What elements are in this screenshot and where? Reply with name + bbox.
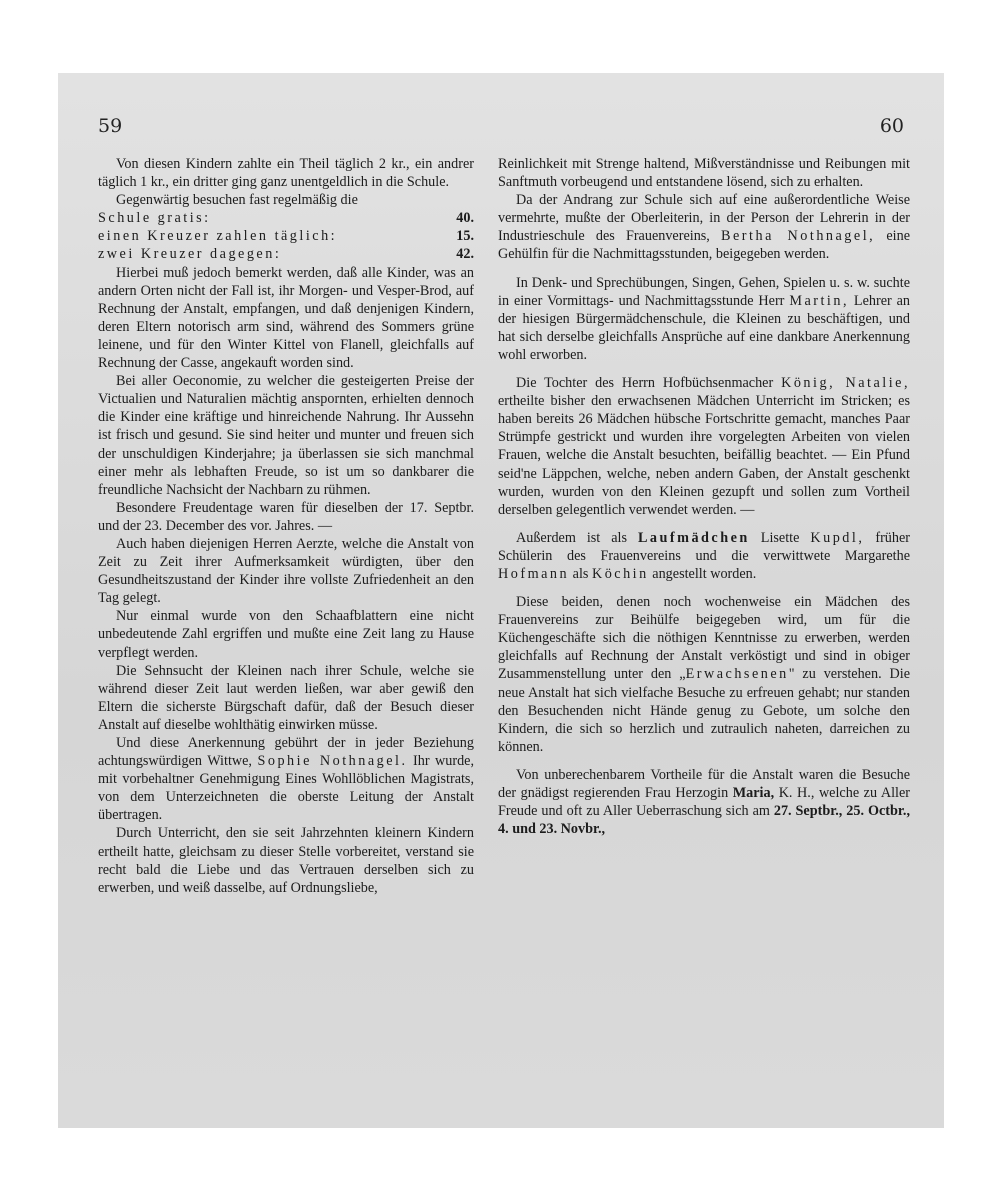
- visit-dates: 27. Septbr., 25. Octbr., 4. und 23. Novbr.,: [498, 803, 910, 838]
- paragraph: Die Sehnsucht der Kleinen nach ihrer Schule, welche sie während dieser Zeit laut werden ließen, war aber gewiß den Eltern die sicherste Bürgschaft dafür, daß der Besuch dieser Anstalt auf dieselbe wohlthätig einwirken müsse.: [98, 662, 474, 733]
- person-name: Bertha Nothnagel,: [721, 228, 876, 245]
- row-value: 42.: [456, 246, 474, 263]
- paragraph: Gegenwärtig besuchen fast regelmäßig die: [116, 192, 358, 209]
- row-value: 40.: [456, 210, 474, 227]
- scanned-book-spread: [58, 73, 944, 1128]
- paragraph: Hierbei muß jedoch bemerkt werden, daß alle Kinder, was an andern Orten nicht der Fall ist, ihr Morgen- und Vesper-Brod, auf Rechnung der Anstalt, empfangen, und daß denjenigen Kindern, deren Eltern notorisch arm sind, während des Sommers grüne leinene, und für den Winter Kittel von Flanell, gleichfalls auf Rechnung der Casse, angekauft worden sind.: [98, 264, 474, 372]
- paragraph: Besondere Freudentage waren für dieselben der 17. Septbr. und der 23. December des vor. Jahres. —: [98, 499, 474, 534]
- term: Erwachsenen: [685, 666, 789, 683]
- text-run: ertheilte bisher den erwachsenen Mädchen Unterricht im Stricken; es haben bereits 26 Mädchen hübsche Fortschritte gemacht, manches Paar Strümpfe gestrickt und wurden ihre vorgelegten Arbeiten von vielen Frauen, welche die Anstalt besuchten, beifällig beachtet. — Ein Pfund seid'ne Läppchen, welche, neben andern Gaben, der Anstalt geschenkt wurden, wurden von den Kleinen gezupft und sollen zum Vortheil derselben gelegentlich verwendet werden. —: [498, 393, 910, 518]
- paragraph: Reinlichkeit mit Strenge haltend, Mißverständnisse und Reibungen mit Sanftmuth vorbeugend und entstandene lösend, sich zu erhalten.: [498, 156, 910, 191]
- text-run: Und diese Anerkennung gebührt der in jeder Beziehung achtungswürdigen Wittwe,: [98, 735, 474, 770]
- row-value: 15.: [456, 228, 474, 245]
- paragraph: Von diesen Kindern zahlte ein Theil täglich 2 kr., ein andrer täglich 1 kr., ein dritter ging ganz unentgeldlich in die Schule.: [98, 156, 474, 191]
- paragraph: [498, 374, 910, 519]
- attendance-row: [98, 227, 474, 245]
- text-run: Diese beiden, denen noch wochenweise ein Mädchen des Frauenvereins zur Beihülfe beigegeben wird, um für die Küchengeschäfte sich die nöthigen Kenntnisse zu erwerben, werden gleichfalls auf Rechnung der Anstalt verköstigt und sind in obiger Zusammenstellung unter den „: [498, 594, 910, 683]
- text-run: " zu verstehen. Die neue Anstalt hat sich vielfache Besuche zu erfreuen gehabt; nur standen den Besuchenden nicht Hände genug zu Gebote, um solche den Kindern, die sich so herzlich und zutraulich naheten, darreichen zu können.: [498, 666, 910, 755]
- text-run: In Denk- und Sprechübungen, Singen, Gehen, Spielen u. s. w. suchte in einer Vormittags- und Nachmittagsstunde Herr: [498, 274, 910, 309]
- attendance-row: [98, 245, 474, 263]
- paragraph: [498, 766, 910, 838]
- paragraph: Bei aller Oeconomie, zu welcher die gesteigerten Preise der Victualien und Naturalien mächtig anspornten, erhielten dennoch die Kinder eine kräftige und hinreichende Nahrung. Ihr Aussehn ist frisch und gesund. Sie sind heiter und munter und freuen sich der unschuldigen Kinderjahre; ja überlassen sie sich manchmal einer mehr als lebhaften Freude, so ist um so dankbarer die freundliche Nachsicht der Nachbarn zu rühmen.: [98, 373, 474, 498]
- text-run: angestellt worden.: [652, 565, 757, 582]
- person-name: Maria,: [732, 785, 775, 801]
- page-number-left: 59: [98, 115, 123, 137]
- left-page-text: [98, 155, 474, 897]
- paragraph: Nur einmal wurde von den Schaafblattern eine nicht unbedeutende Zahl ergriffen und mußte eine Zeit lang zu Hause verpflegt werden.: [98, 608, 474, 661]
- text-run: früher Schülerin des Frauenvereins und die verwittwete Margarethe: [498, 529, 911, 564]
- paragraph: Auch haben diejenigen Herren Aerzte, welche die Anstalt von Zeit zu Zeit ihrer Aufmerksamkeit würdigten, über den Gesundheitszustand der Kinder ihre vollste Zufriedenheit an den Tag gelegt.: [98, 535, 474, 607]
- role-term: Laufmädchen: [637, 529, 750, 546]
- person-name: Kupdl,: [810, 529, 865, 546]
- text-run: Lisette: [760, 529, 800, 546]
- row-label: zwei Kreuzer dagegen:: [98, 246, 282, 263]
- person-name: Sophie Nothnagel.: [257, 753, 408, 770]
- person-name: Hofmann: [498, 565, 570, 582]
- text-run: Da der Andrang zur Schule sich auf eine außerordentliche Weise vermehrte, mußte der Oberleiterin, in der Person der Lehrerin in der Industrieschule des Frauenvereins,: [498, 192, 910, 245]
- paragraph: [498, 593, 910, 756]
- person-name: König, Natalie,: [781, 375, 911, 392]
- page-number-right: 60: [879, 115, 904, 137]
- row-label: einen Kreuzer zahlen täglich:: [98, 228, 338, 245]
- row-label: Schule gratis:: [98, 210, 211, 227]
- paragraph: [498, 274, 910, 364]
- person-name: Martin,: [789, 292, 849, 309]
- text-run: K. H., welche zu Aller Freude und oft zu Aller Ueberraschung sich am: [498, 785, 910, 820]
- text-run: eine Gehülfin für die Nachmittagsstunden, beigegeben werden.: [498, 228, 911, 263]
- text-run: als: [572, 565, 589, 582]
- paragraph: [498, 529, 910, 583]
- text-run: Ihr wurde, mit vorbehaltner Genehmigung Eines Wohllöblichen Magistrats, von dem Unterzeichneten die oberste Leitung der Anstalt übertragen.: [98, 753, 475, 824]
- paragraph: [498, 191, 910, 263]
- attendance-row: [98, 209, 474, 227]
- text-run: Lehrer an der hiesigen Bürgermädchenschule, die Kleinen zu beschäftigen, und hat sich derselbe gleichfalls Ansprüche auf eine dankbare Anerkennung wohl erworben.: [498, 292, 911, 363]
- text-run: Von unberechenbarem Vortheile für die Anstalt waren die Besuche der gnädigst regierenden Frau Herzogin: [498, 766, 910, 801]
- right-page-text: [498, 155, 910, 838]
- text-run: Außerdem ist als: [516, 529, 627, 546]
- text-run: Die Tochter des Herrn Hofbüchsenmacher: [516, 375, 774, 392]
- role-term: Köchin: [591, 565, 649, 582]
- paragraph: [98, 734, 474, 824]
- paragraph: Durch Unterricht, den sie seit Jahrzehnten kleinern Kindern ertheilt hatte, gleichsam zu dieser Stelle vorbereitet, verstand sie recht bald die Liebe und das Vertrauen derselben sich zu erwerben, und weiß dasselbe, auf Ordnungsliebe,: [98, 825, 474, 896]
